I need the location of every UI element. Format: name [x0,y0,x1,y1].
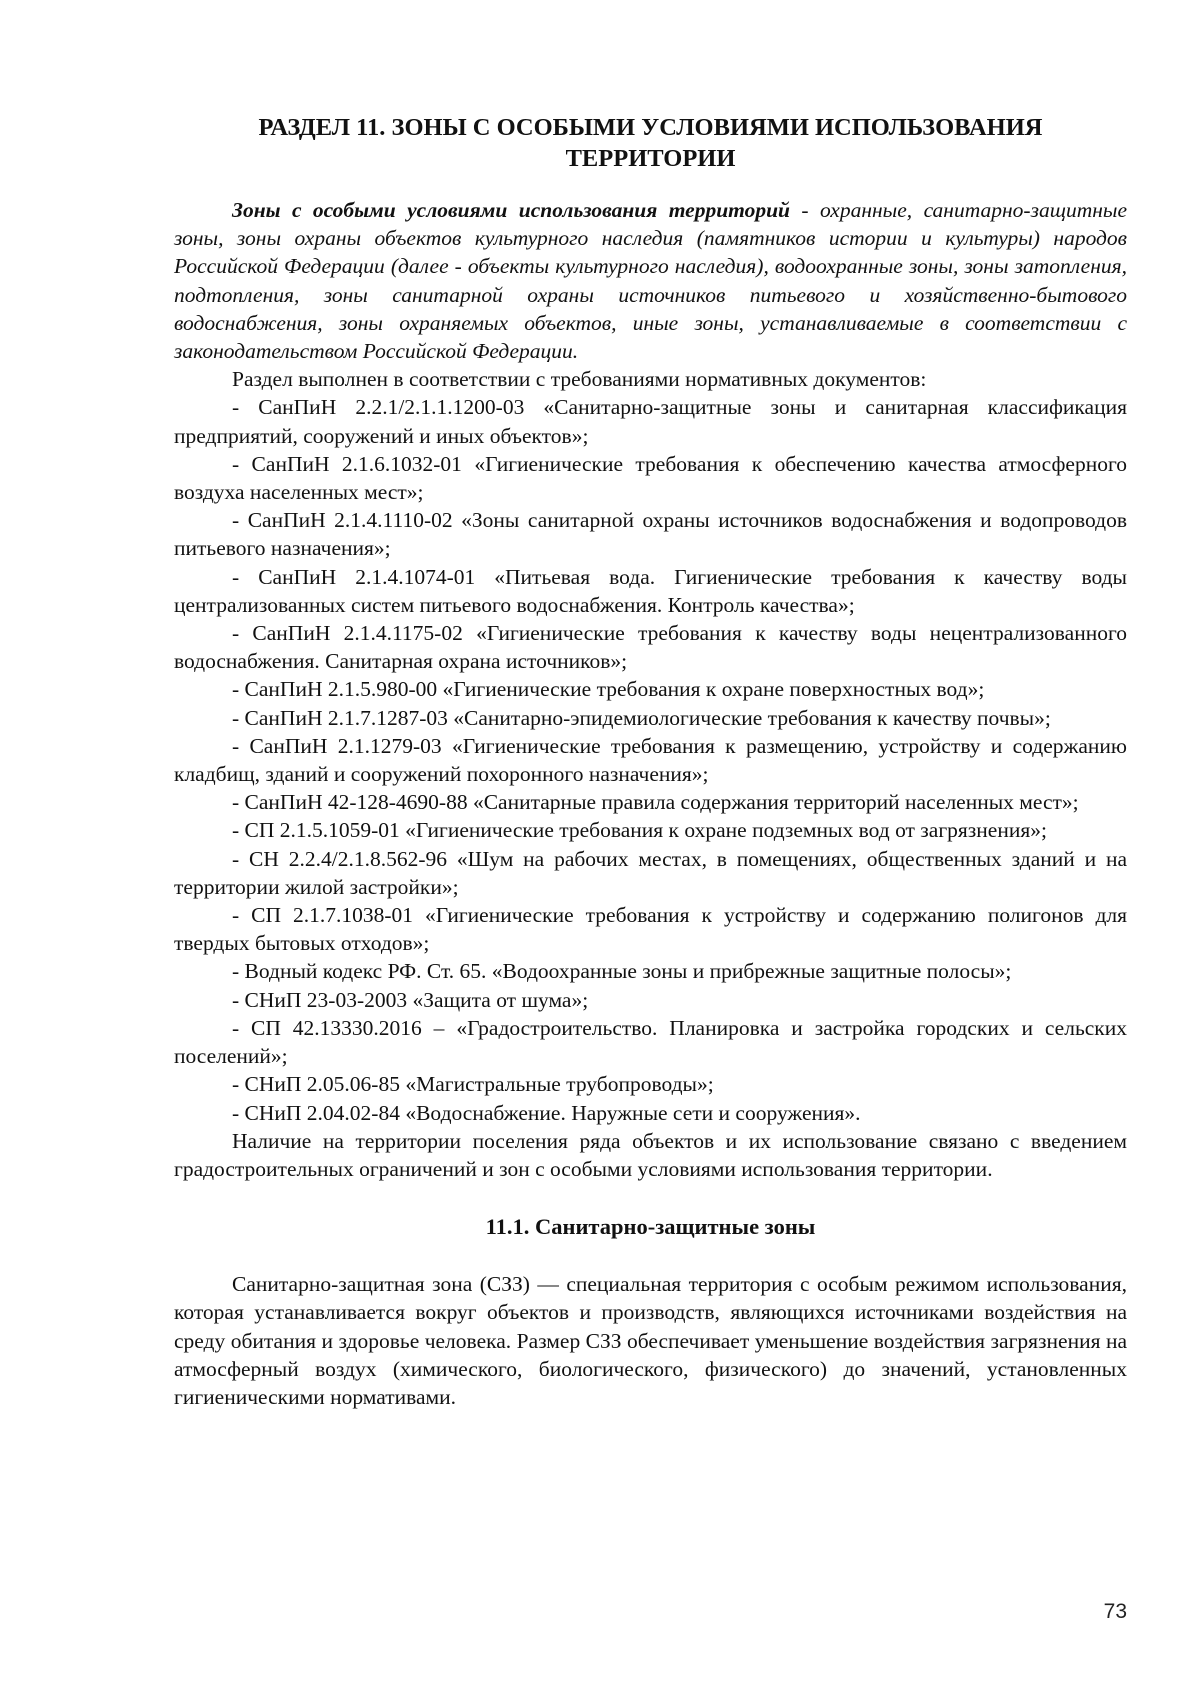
section-title-line-1: РАЗДЕЛ 11. ЗОНЫ С ОСОБЫМИ УСЛОВИЯМИ ИСПОЛЬЗОВАНИЯ [258,114,1043,141]
conclusion-paragraph: Наличие на территории поселения ряда объектов и их использование связано с введением градостроительных ограничений и зон с особыми условиями использования территории. [174,1128,1127,1181]
subsection-title: 11.1. Санитарно-защитные зоны [485,1214,816,1240]
document-item: - СанПиН 2.2.1/2.1.1.1200-03 «Санитарно-защитные зоны и санитарная классификация предприятий, сооружений и иных объектов»; [174,395,1127,448]
document-item: - СанПиН 2.1.4.1110-02 «Зоны санитарной охраны источников водоснабжения и водопроводов питьевого назначения»; [174,508,1127,561]
document-item: - СП 42.13330.2016 – «Градостроительство. Планировка и застройка городских и сельских поселений»; [174,1015,1127,1069]
document-item: - Водный кодекс РФ. Ст. 65. «Водоохранные зоны и прибрежные защитные полосы»; [232,959,1012,984]
definition-term: Зоны с особыми условиями использования территорий [232,198,791,222]
document-item: - СанПиН 2.1.7.1287-03 «Санитарно-эпидемиологические требования к качеству почвы»; [232,705,1051,730]
document-item: - СНиП 2.04.02-84 «Водоснабжение. Наружные сети и сооружения». [232,1100,861,1125]
document-item: - СанПиН 2.1.4.1175-02 «Гигиенические требования к качеству воды нецентрализованного водоснабжения. Санитарная охрана источников»; [174,621,1127,674]
document-item: - СанПиН 2.1.4.1074-01 «Питьевая вода. Гигиенические требования к качеству воды централизованных систем питьевого водоснабжения. Контроль качества»; [174,564,1127,617]
document-item: - СНиП 23-03-2003 «Защита от шума»; [232,987,589,1012]
document-item: - СанПиН 42-128-4690-88 «Санитарные правила содержания территорий населенных мест»; [232,790,1079,815]
section-title [174,112,1127,174]
document-item: - СП 2.1.7.1038-01 «Гигиенические требования к устройству и содержанию полигонов для твердых бытовых отходов»; [174,903,1127,956]
section-title-line-2: ТЕРРИТОРИИ [565,145,736,172]
subsection-paragraph: Санитарно-защитная зона (СЗЗ) — специальная территория с особым режимом использования, которая устанавливается вокруг объектов и производств, являющихся источниками воздействия на среду обитания и здоровье человека. Размер СЗЗ обеспечивает уменьшение воздействия загрязнения на атмосферный воздух (химического, биологического, физического) до значений, установленных гигиеническими нормативами. [174,1272,1127,1409]
intro-paragraph: Раздел выполнен в соответствии с требованиями нормативных документов: [232,367,927,392]
document-item: - СН 2.2.4/2.1.8.562-96 «Шум на рабочих местах, в помещениях, общественных зданий и на территории жилой застройки»; [174,846,1127,899]
page-number: 73 [1103,1600,1127,1623]
definition-text: - охранные, санитарно-защитные зоны, зоны охраны объектов культурного наследия (памятников истории и культуры) народов Российской Федерации (далее - объекты культурного наследия), водоохранные зоны, зоны затопления, подтопления, зоны санитарной охраны источников питьевого и хозяйственно-бытового водоснабжения, зоны охраняемых объектов, иные зоны, устанавливаемые в соответствии с законодательством Российской Федерации. [174,198,1127,364]
page-content [174,112,1127,1411]
document-item: - СП 2.1.5.1059-01 «Гигиенические требования к охране подземных вод от загрязнения»; [232,818,1047,843]
document-item: - СНиП 2.05.06-85 «Магистральные трубопроводы»; [232,1072,714,1097]
document-item: - СанПиН 2.1.5.980-00 «Гигиенические требования к охране поверхностных вод»; [232,677,985,702]
document-item: - СанПиН 2.1.6.1032-01 «Гигиенические требования к обеспечению качества атмосферного воздуха населенных мест»; [174,451,1127,505]
documents-list [174,393,1127,1126]
document-item: - СанПиН 2.1.1279-03 «Гигиенические требования к размещению, устройству и содержанию кладбищ, зданий и сооружений похоронного назначения»; [174,733,1127,787]
definition-paragraph [174,196,1127,365]
